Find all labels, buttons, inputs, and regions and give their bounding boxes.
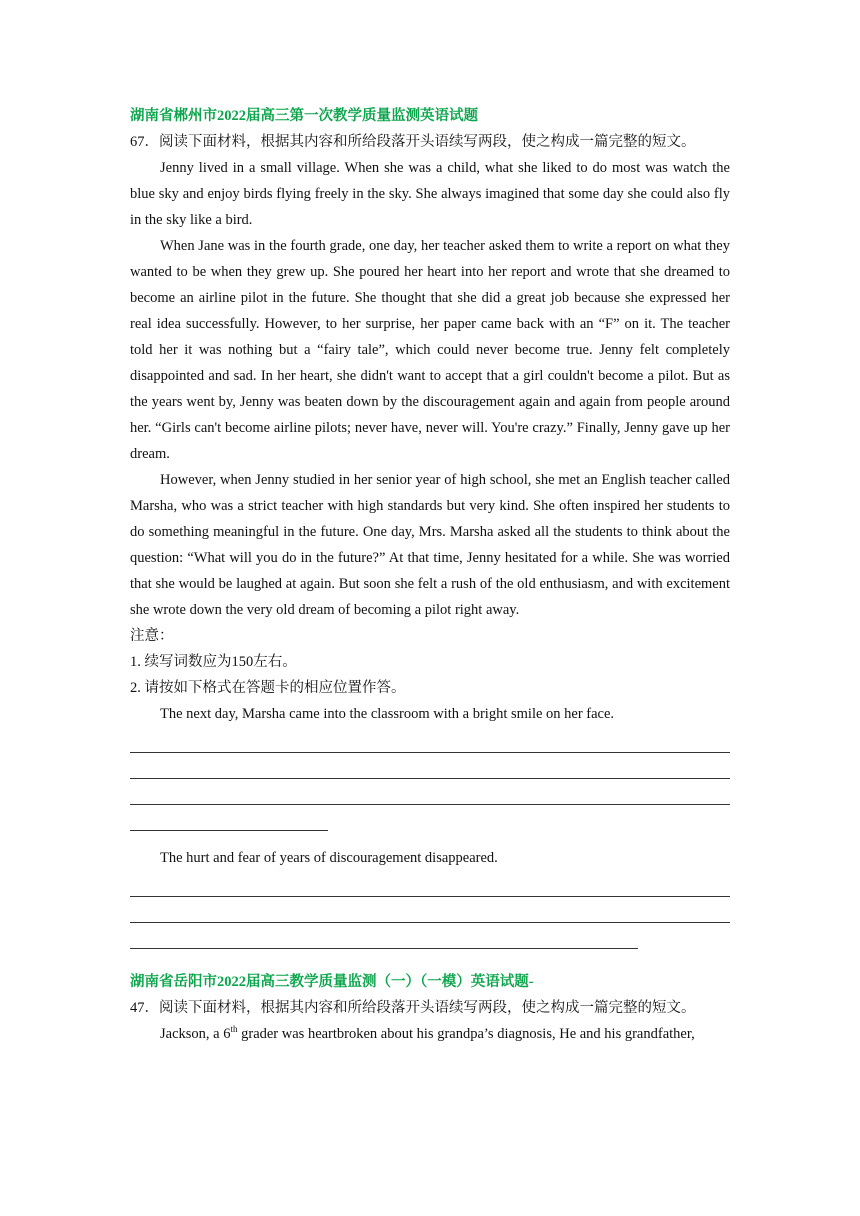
story-paragraph: However, when Jenny studied in her senior year of high school, she met an English teacher called Marsha, who was a strict teacher with high standards but very kind. She often inspired her students to do something meaningful in the future. One day, Mrs. Marsha asked all the students to think about the question: “What will you do in the future?” At that time, Jenny hesitated for a while. She was worried that she would be laughed at again. But soon she felt a rush of the old enthusiasm, and with excitement she wrote down the very old dream of becoming a pilot right away.: [130, 472, 730, 618]
note-item: 2. 请按如下格式在答题卡的相应位置作答。: [130, 680, 406, 696]
story-paragraph: Jenny lived in a small village. When she was a child, what she liked to do most was watch the blue sky and enjoy birds flying freely in the sky. She always imagined that some day she could also fly in the sky like a bird.: [130, 160, 730, 228]
continuation-prompt: The next day, Marsha came into the classroom with a bright smile on her face.: [160, 706, 615, 722]
note-item: 1. 续写词数应为150左右。: [130, 654, 297, 670]
answer-line: [130, 727, 730, 753]
answer-line: [130, 871, 730, 897]
answer-line: [130, 923, 638, 949]
section-title: 湖南省郴州市2022届高三第一次教学质量监测英语试题: [130, 108, 478, 124]
continuation-prompt: The hurt and fear of years of discouragement disappeared.: [160, 850, 498, 866]
question-instruction: 47．阅读下面材料，根据其内容和所给段落开头语续写两段，使之构成一篇完整的短文。: [130, 1000, 696, 1016]
answer-line: [130, 753, 730, 779]
story-paragraph: When Jane was in the fourth grade, one day, her teacher asked them to write a report on what they wanted to be when they grew up. She poured her heart into her report and wrote that she dreamed to become an airline pilot in the future. She thought that she did a great job because she expressed her real idea successfully. However, to her surprise, her paper came back with an “F” on it. The teacher told her it was nothing but a “fairy tale”, which could never become true. Jenny felt completely disappointed and sad. In her heart, she didn't want to accept that a girl couldn't become a pilot. But as the years went by, Jenny was beaten down by the discouragement again and again from people around her. “Girls can't become airline pilots; never have, never will. You're crazy.” Finally, Jenny gave up her dream.: [130, 238, 730, 462]
document-content: [130, 103, 730, 1047]
section-title: 湖南省岳阳市2022届高三教学质量监测（一）（一模）英语试题-: [130, 974, 534, 990]
story-paragraph: Jackson, a 6th grader was heartbroken about his grandpa’s diagnosis, He and his grandfather,: [160, 1024, 695, 1042]
answer-line: [130, 805, 328, 831]
answer-line: [130, 897, 730, 923]
note-label: 注意：: [130, 628, 174, 644]
question-instruction: 67．阅读下面材料，根据其内容和所给段落开头语续写两段，使之构成一篇完整的短文。: [130, 134, 696, 150]
answer-line: [130, 779, 730, 805]
